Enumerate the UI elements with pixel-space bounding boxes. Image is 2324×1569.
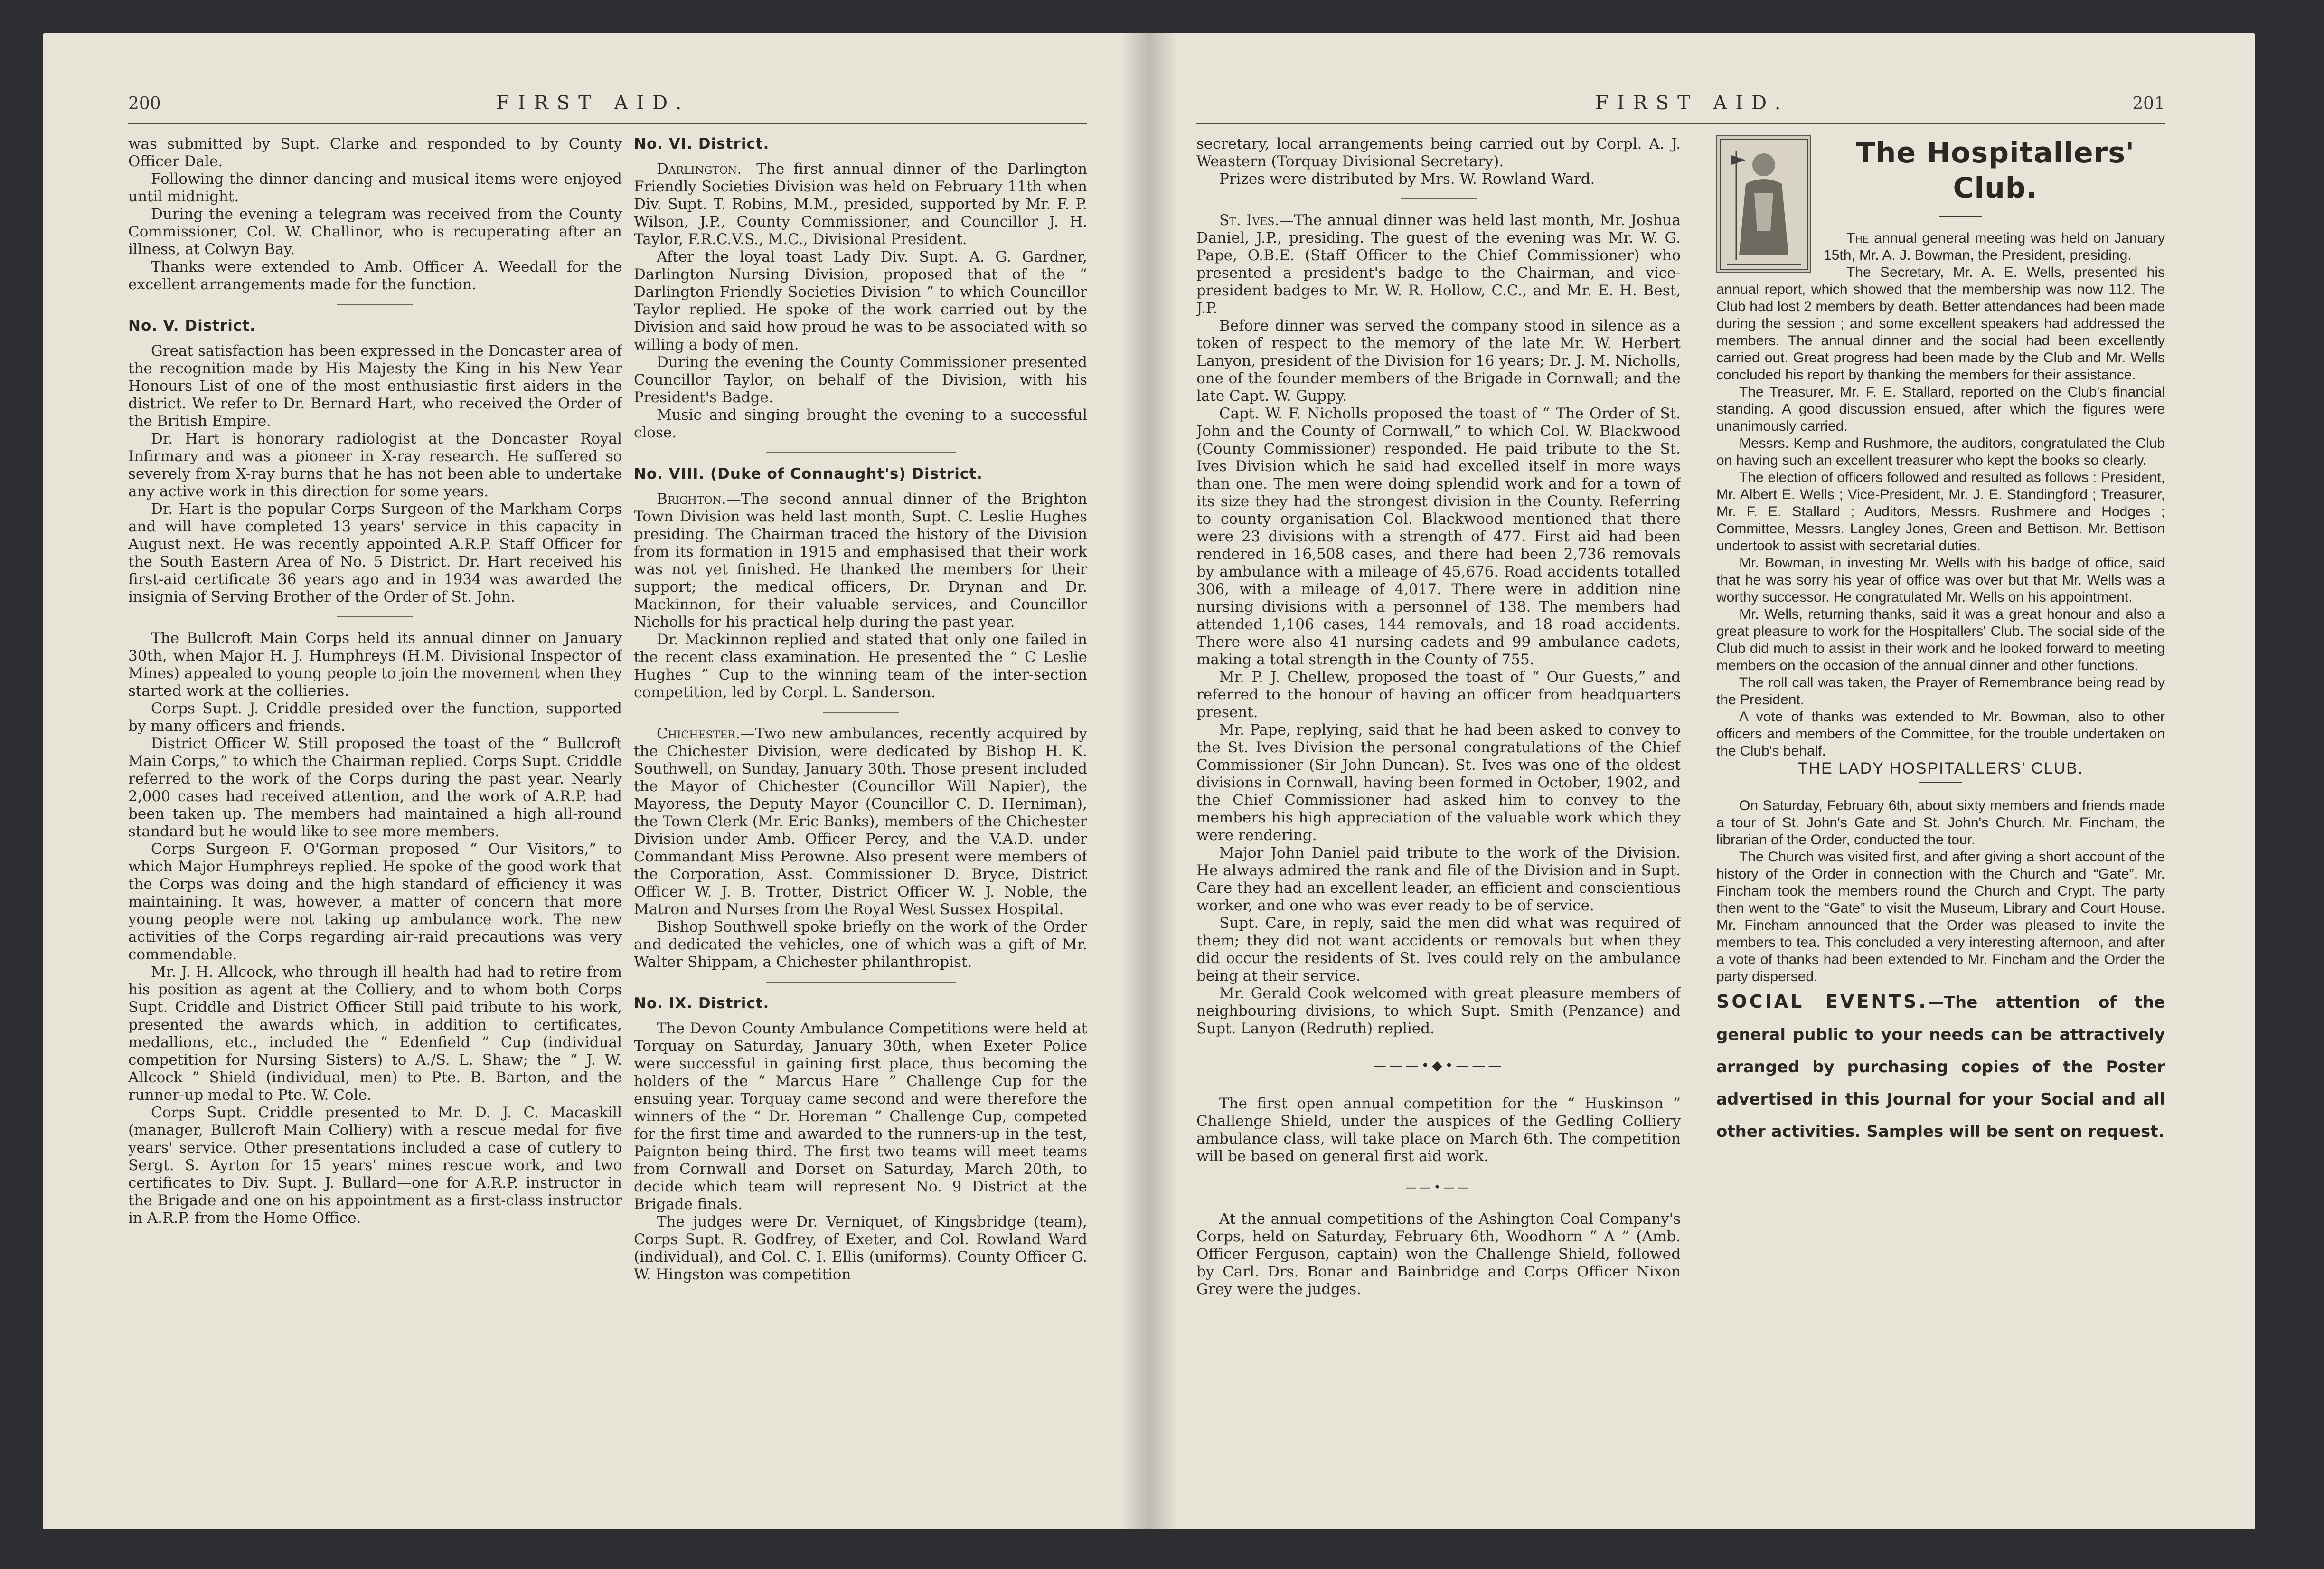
paragraph [1196,915,1681,985]
paragraph-text: Dr. Hart is honorary radiologist at the Doncaster Royal Infirmary and was a pioneer in X-ray research. He suffered so severely from X-ray burns that he has not been able to undertake any active work in this direction for some years. [128,430,622,500]
paragraph [634,631,1087,701]
paragraph [128,964,622,1104]
paragraph [634,918,1087,971]
paragraph [634,491,1087,631]
paragraph [1196,317,1681,405]
paragraph [634,248,1087,354]
paragraph [128,1104,622,1227]
paragraph-text: During the evening the County Commissioner presented Councillor Taylor, on behalf of the Division, with his President's Badge. [634,354,1087,406]
paragraph-text: After the loyal toast Lady Div. Supt. A. G. Gardner, Darlington Nursing Division, proposed that of the “ Darlington Friendly Societies Division ” to which Councillor Taylor replied. He spoke of the work carried out by the Division and said how proud he was to be associated with so willing a body of men. [634,248,1087,353]
paragraph [128,206,622,258]
paragraph [128,170,622,206]
section-divider [337,304,413,305]
paragraph-text: Corps Surgeon F. O'Gorman proposed “ Our Visitors,” to which Major Humphreys replied. He spoke of the good work that the Corps was doing and the high standard of efficiency it was maintaining. It was, however, a matter of concern that more young people were not taking up ambulance work. The new activities of the Corps regarding air-raid precautions was very commendable. [128,841,622,963]
section-divider [766,982,956,983]
paragraph-text: The election of officers followed and resulted as follows : President, Mr. Albert E. Wells ; Vice-President, Mr. J. E. Standingford ; Treasurer, Mr. F. E. Stallard ; Auditors, Messrs. Rushmere and Hodges ; Committee, Messrs. Langley Jones, Green and Bettison. Mr. Bettison undertook to assist with secretarial duties. [1716,470,2165,554]
ornament-divider: ———•◆•——— [1373,1058,1505,1073]
paragraph [1196,1210,1681,1298]
paragraph-text: Mr. P. J. Chellew, proposed the toast of “ Our Guests,” and referred to the honour of having an officer from headquarters present. [1196,669,1681,721]
paragraph: The Church was visited first, and after giving a short account of the history of the Order in connection with the Church and “Gate”, Mr. Fincham took the members round the Church and Crypt. The party then went to the “Gate” to visit the Museum, Library and Court House. Mr. Fincham announced that the Order was pleased to invite the members to tea. This concluded a very interesting afternoon, and after a vote of thanks had been extended to Mr. Fincham and the Order the party dispersed. [1716,849,2165,984]
header-rule [128,123,1087,124]
paragraph [1196,721,1681,844]
left-column-2 [634,135,1087,1498]
paragraph [128,700,622,735]
paragraph-text: Corps Supt. Criddle presented to Mr. D. J. C. Macaskill (manager, Bullcroft Main Colliery) with a rescue medal for five years' service. Other presentations included a case of cutlery to Sergt. S. Ayrton for 15 years' mines rescue work, and two certificates to Div. Supt. J. Bullard—one for A.R.P. instructor in the Brigade and one on his appointment as a first-class instructor in A.R.P. from the Home Office. [128,1104,622,1227]
paragraph [634,1213,1087,1284]
paragraph-text: Capt. W. F. Nicholls proposed the toast of “ The Order of St. John and the County of Cornwall,” to which Col. W. Blackwood (County Commissioner) responded. He paid tribute to the St. Ives Division which he said had excelled itself in more ways than one. The men were doing splendid work and for a town of its size they had the strongest division in the County. Referring to county organisation Col. Blackwood mentioned that there were 23 divisions with a strength of 477. First aid had been rendered in 16,508 cases, and there had been 2,736 removals by ambulance with a mileage of 45,676. Road accidents totalled 306, with a mileage of 4,017. There were in addition nine nursing divisions with a personnel of 138. The members had attended 1,106 cases, 144 removals, and 18 road accidents. There were also 41 nursing cadets and 99 ambulance cadets, making a total strength in the County of 755. [1196,405,1681,668]
paragraph-text: The judges were Dr. Verniquet, of Kingsbridge (team), Corps Supt. R. Godfrey, of Exeter, and Col. Rowland Ward (individual), and Col. C. I. Ellis (uniforms). County Officer G. W. Hingston was competition [634,1213,1087,1283]
paragraph [1196,985,1681,1038]
gutter-shadow [1149,33,1177,1529]
header-rule [1196,123,2165,124]
paragraph [1716,264,2165,384]
paragraph [1716,435,2165,469]
title-rule [1939,216,1982,217]
running-title: FIRST AID. [496,92,690,114]
lady-club-article [1716,797,2165,985]
left-column-1 [128,135,622,1498]
running-title: FIRST AID. [1595,92,1789,114]
paragraph-text: Mr. Gerald Cook welcomed with great pleasure members of neighbouring divisions, to which Supt. Smith (Penzance) and Supt. Lanyon (Redruth) replied. [1196,985,1681,1037]
paragraph [1716,606,2165,674]
paragraph-text: Prizes were distributed by Mrs. W. Rowland Ward. [1219,170,1595,188]
running-head [1149,90,2255,119]
paragraph-text: Mr. J. H. Allcock, who through ill health had had to retire from his position as agent at the Colliery, and to whom both Corps Supt. Criddle and District Officer Still paid tribute to his work, presented the awards which, in addition to certificates, medallions, etc., included the “ Edenfield ” Cup (individual competition for Nursing Sisters) to A./S. L. Shaw; the “ J. W. Allcock ” Shield (individual, men) to Pte. B. Barton, and the runner-up medal to Pte. W. Cole. [128,964,622,1104]
section-divider [1401,198,1477,199]
paragraph [634,354,1087,406]
paragraph [128,342,622,430]
paragraph [128,841,622,964]
paragraph [1716,674,2165,709]
paragraph-lead: St. Ives. [1219,212,1280,229]
paragraph [128,735,622,841]
paragraph [128,258,622,293]
paragraph [1716,709,2165,760]
paragraph-text: Mr. Wells, returning thanks, said it was a great honour and also a great pleasure to work for the Hospitallers' Club. The social side of the Club did much to assist in their work and he looked forward to meeting members on the occasion of the annual dinner and other functions. [1716,606,2165,673]
paragraph-text: Supt. Care, in reply, said the men did what was required of them; they did not want accidents or removals but when they did occur the residents of St. Ives could rely on the ambulance being at their service. [1196,915,1681,984]
paragraph [1196,135,1681,170]
paragraph-text: Mr. Pape, replying, said that he had been asked to convey to the St. Ives Division the personal congratulations of the Chief Commissioner (Sir John Duncan). St. Ives was one of the oldest divisions in Cornwall, having been formed in October, 1902, and the Chief Commissioner had asked him to convey to the members his high appreciation of the valuable work which they were rendering. [1196,721,1681,844]
paragraph-text: was submitted by Supt. Clarke and responded to by County Officer Dale. [128,135,622,170]
paragraph [1196,844,1681,915]
paragraph [1716,384,2165,435]
paragraph [128,501,622,606]
paragraph-text: Great satisfaction has been expressed in the Doncaster area of the recognition made by His Majesty the King in his New Year Honours List of one of the most enthusiastic first aiders in the district. We refer to Dr. Bernard Hart, who received the Order of the British Empire. [128,342,622,430]
paragraph-text: Bishop Southwell spoke briefly on the work of the Order and dedicated the vehicles, one of which was a gift of Mr. Walter Shippam, a Chichester philanthropist. [634,918,1087,971]
right-column-2 [1716,135,2165,1498]
paragraph-text: The first open annual competition for the “ Huskinson ” Challenge Shield, under the auspices of the Gedling Colliery ambulance class, will take place on March 6th. The competition will be based on general first aid work. [1196,1095,1681,1165]
paragraph [634,1020,1087,1213]
paragraph-text: At the annual competitions of the Ashington Coal Company's Corps, held on Saturday, February 6th, Woodhorn “ A ” (Amb. Officer Ferguson, captain) won the Challenge Shield, followed by Carl. Drs. Bonar and Bainbridge and Corps Officer Nixon Grey were the judges. [1196,1210,1681,1298]
paragraph-lead: The [1846,230,1869,246]
paragraph-text: Major John Daniel paid tribute to the work of the Division. He always admired the rank and file of the Division and in Supt. Care they had an excellent leader, an efficient and conscientious worker, and one who was ever ready to be of service. [1196,844,1681,914]
gutter-shadow [1120,33,1149,1529]
paragraph-text: Thanks were extended to Amb. Officer A. Weedall for the excellent arrangements made for the function. [128,258,622,293]
section-heading: No. VI. District. [634,135,770,152]
section-divider [766,452,956,453]
paragraph [634,406,1087,442]
paragraph-text: The roll call was taken, the Prayer of Remembrance being read by the President. [1716,675,2165,708]
paragraph: On Saturday, February 6th, about sixty members and friends made a tour of St. John's Gate and St. John's Church. Mr. Fincham, the librarian of the Order, conducted the tour. [1716,798,2165,848]
paragraph [634,161,1087,248]
paragraph [1196,669,1681,721]
section-heading: No. V. District. [128,317,256,334]
paragraph-text: The Secretary, Mr. A. E. Wells, presented his annual report, which showed that the membership was now 112. The Club had lost 2 members by death. Better attendances had been made during the session ; and some excellent speakers had addressed the members. The annual dinner and the social had been excellently carried out. Great progress had been made by the Club and Mr. Wells concluded his report by thanking the members for their assistance. [1716,265,2165,383]
left-page [43,33,1149,1529]
paragraph-text: A vote of thanks was extended to Mr. Bowman, also to other officers and members of the Committee, for the trouble undertaken on the Club's behalf. [1716,709,2165,759]
paragraph-text: —The second annual dinner of the Brighton Town Division was held last month, Supt. C. Leslie Hughes presiding. The Chairman traced the history of the Division from its formation in 1915 and emphasised that their work was not yet finished. He thanked the members for their support; the medical officers, Dr. Drynan and Dr. Mackinnon, for their valuable services, and Councillor Nicholls for his practical help during the past year. [634,491,1087,631]
paragraph-text: District Officer W. Still proposed the toast of the “ Bullcroft Main Corps,” to which the Chairman replied. Corps Supt. Criddle referred to the work of the Corps during the past year. Nearly 2,000 cases had received attention, and the work of A.R.P. had been taken up. The members had maintained a high all-round standard but he would like to see more members. [128,735,622,840]
club-title: The Hospitallers' Club. [1855,136,2135,205]
paragraph [1716,469,2165,555]
section-divider [337,616,413,617]
paragraph-text: Messrs. Kemp and Rushmore, the auditors, congratulated the Club on having such an excellent treasurer who kept the books so clearly. [1716,435,2165,468]
paragraph-text: secretary, local arrangements being carried out by Corpl. A. J. Weastern (Torquay Divisional Secretary). [1196,135,1681,170]
paragraph-text: Mr. Bowman, in investing Mr. Wells with his badge of office, said that he was sorry his year of office was over but that Mr. Wells was a worthy successor. He congratulated Mr. Wells on his appointment. [1716,555,2165,605]
paragraph [1196,170,1681,188]
paragraph-text: Dr. Mackinnon replied and stated that only one failed in the recent class examination. He presented the “ C Leslie Hughes ” Cup to the winning team of the inter-section competition, led by Corpl. L. Sanderson. [634,631,1087,701]
social-events-lead: SOCIAL EVENTS. [1716,991,1928,1012]
lady-club-title: THE LADY HOSPITALLERS' CLUB. [1797,759,2084,777]
paragraph-lead: Chichester. [657,725,740,742]
section-heading: No. IX. District. [634,995,770,1012]
paragraph [128,430,622,501]
paragraph-text: During the evening a telegram was received from the County Commissioner, Col. W. Challinor, who is recuperating after an illness, at Colwyn Bay. [128,206,622,258]
paragraph [1716,555,2165,606]
paragraph [1196,405,1681,669]
paragraph [634,725,1087,918]
page-number: 200 [128,94,161,113]
paragraph-text: Dr. Hart is the popular Corps Surgeon of the Markham Corps and will have completed 13 years' service in this capacity in August next. He was recently appointed A.R.P. Staff Officer for the South Eastern Area of No. 5 District. Dr. Hart received his first-aid certificate 36 years ago and in 1934 was awarded the insignia of Serving Brother of the Order of St. John. [128,501,622,605]
paragraph-text: —The first annual dinner of the Darlington Friendly Societies Division was held on February 11th when Div. Supt. T. Robins, M.M., presided, supported by Mr. F. P. Wilson, J.P., County Commissioner, and Councillor J. H. Taylor, F.R.C.V.S., M.C., Divisional President. [634,161,1087,248]
paragraph-text: —The annual dinner was held last month, Mr. Joshua Daniel, J.P., presiding. The guest of the evening was Mr. W. G. Pape, O.B.E. (Staff Officer to the Chief Commissioner) who presented a president's badge to the Chairman, and vice-president badges to Mr. W. R. Hollow, C.C., and Mr. E. H. Best, J.P. [1196,212,1681,317]
paragraph-lead: Darlington. [657,161,742,178]
paragraph [128,135,622,170]
paragraph-text: The Devon County Ambulance Competitions were held at Torquay on Saturday, January 30th, when Exeter Police were successful in gaining first place, thus becoming the holders of the “ Marcus Hare ” Challenge Cup for the ensuing year. Torquay came second and were therefore the winners of the “ Dr. Horeman ” Challenge Cup, competed for the first time and awarded to the runners-up in the test, Paignton being third. The first two teams will meet teams from Cornwall and Dorset on Saturday, March 20th, to decide which team will represent No. 9 District at the Brigade finals. [634,1020,1087,1213]
right-page [1149,33,2255,1529]
paragraph-text: Before dinner was served the company stood in silence as a token of respect to the memory of the late Mr. W. Herbert Lanyon, president of the Division for 16 years; Dr. J. M. Nicholls, one of the founder members of the Brigade in Cornwall; and the late Capt. W. Guppy. [1196,317,1681,405]
knight-portrait-icon [1716,135,1811,273]
paragraph [128,630,622,700]
running-head [43,90,1149,119]
section-divider [823,712,899,713]
paragraph-lead: Brighton. [657,491,726,508]
paragraph [1196,212,1681,317]
paragraph-text: The Bullcroft Main Corps held its annual dinner on January 30th, when Major H. J. Humphreys (H.M. Divisional Inspector of Mines) appealed to young people to join the movement when they started work at the collieries. [128,630,622,699]
right-column-1 [1196,135,1681,1498]
paragraph-text: Following the dinner dancing and musical items were enjoyed until midnight. [128,170,622,205]
paragraph-text: annual general meeting was held on January 15th, Mr. A. J. Bowman, the President, presiding. [1824,230,2165,263]
page-number: 201 [2132,94,2165,113]
paragraph-text: —Two new ambulances, recently acquired by the Chichester Division, were dedicated by Bishop H. K. Southwell, on Sunday, January 30th. Those present included the Mayor of Chichester (Councillor Will Napier), the Mayoress, the Deputy Mayor (Councillor C. D. Herniman), the Town Clerk (Mr. Eric Banks), members of the Chichester Division under Amb. Officer Percy, and the V.A.D. under Commandant Miss Perowne. Also present were members of the Corporation, Asst. Commissioner D. Bryce, District Officer W. J. B. Trotter, District Officer W. J. Noble, the Matron and Nurses from the Royal West Sussex Hospital. [634,725,1087,918]
title-rule [1919,782,1962,783]
paragraph-text: Music and singing brought the evening to a successful close. [634,406,1087,441]
paragraph [1196,1095,1681,1165]
social-events-text: —The attention of the general public to your needs can be attractively arranged by purchasing copies of the Poster advertised in this Journal for your Social and all other activities. Samples will be sent on request. [1716,993,2165,1141]
section-heading: No. VIII. (Duke of Connaught's) District. [634,465,983,482]
paragraph-text: Corps Supt. J. Criddle presided over the function, supported by many officers and friends. [128,700,622,735]
paragraph-text: The Treasurer, Mr. F. E. Stallard, reported on the Club's financial standing. A good discussion ensued, after which the figures were unanimously carried. [1716,384,2165,434]
social-events-notice [1716,985,2165,1148]
ornament-divider: ——•—— [1405,1181,1472,1194]
club-article [1716,230,2165,760]
